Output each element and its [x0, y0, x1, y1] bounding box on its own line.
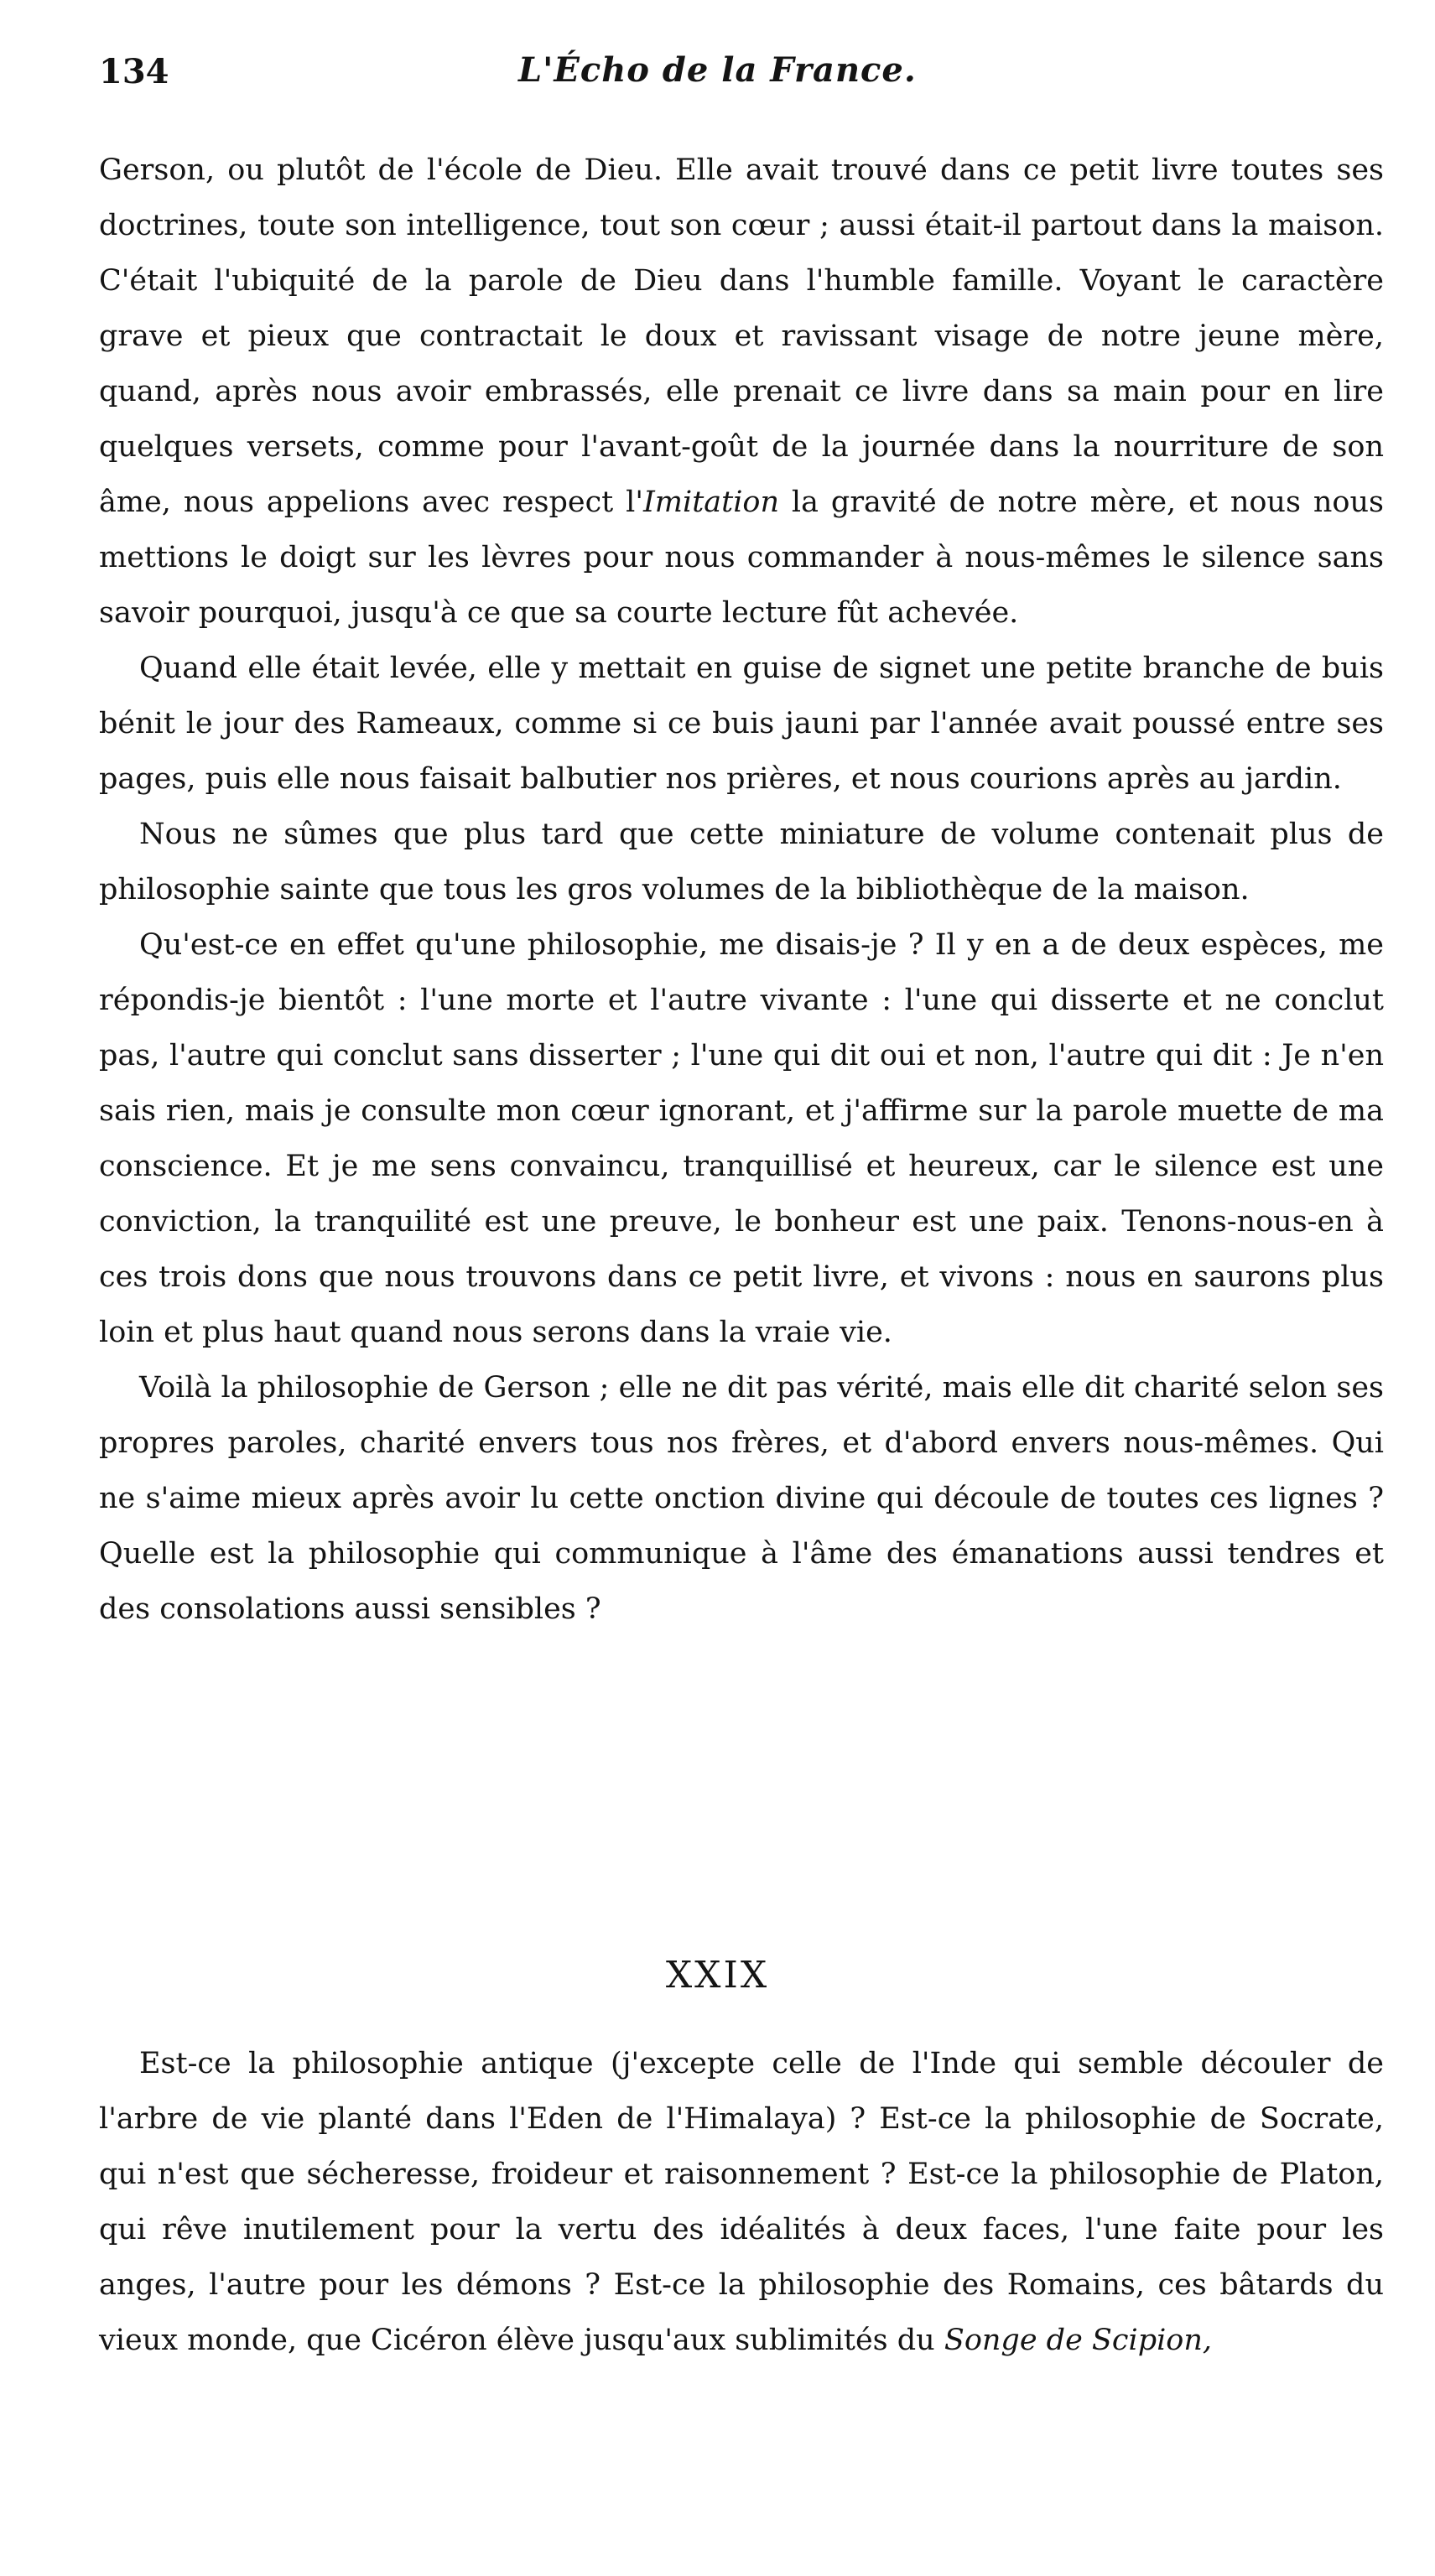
- section-body-text: [99, 2036, 1384, 2368]
- paragraph-3: Nous ne sûmes que plus tard que cette miniature de volume contenait plus de philosophie sainte que tous les gros volumes de la bibliothèque de la maison.: [99, 818, 1384, 906]
- paragraph-1-emphasis: Imitation: [642, 486, 779, 519]
- paragraph-4: Qu'est-ce en effet qu'une philosophie, me disais-je ? Il y en a de deux espèces, me répondis-je bientôt : l'une morte et l'autre vivante : l'une qui disserte et ne conclut pas, l'autre qui conclut sans disserter ; l'une qui dit oui et non, l'autre qui dit : Je n'en sais rien, mais je consulte mon cœur ignorant, et j'affirme sur la parole muette de ma conscience. Et je me sens convaincu, tranquillisé et heureux, car le silence est une conviction, la tranquilité est une preuve, le bonheur est une paix. Tenons-nous-en à ces trois dons que nous trouvons dans ce petit livre, et vivons : nous en saurons plus loin et plus haut quand nous serons dans la vraie vie.: [99, 928, 1384, 1349]
- running-title: L'Écho de la France.: [518, 50, 917, 90]
- body-text: [99, 143, 1384, 1637]
- page-header: [99, 49, 1376, 107]
- section-paragraph: [99, 2036, 1384, 2368]
- section-paragraph-emphasis: Songe de Scipion,: [944, 2324, 1213, 2357]
- page-number: 134: [99, 52, 169, 91]
- paragraph-5: Voilà la philosophie de Gerson ; elle ne dit pas vérité, mais elle dit charité selon ses propres paroles, charité envers tous nos frères, et d'abord envers nous-mêmes. Qui ne s'aime mieux après avoir lu cette onction divine qui découle de toutes ces lignes ? Quelle est la philosophie qui communique à l'âme des émanations aussi tendres et des consolations aussi sensibles ?: [99, 1371, 1384, 1626]
- paragraph-2: Quand elle était levée, elle y mettait en guise de signet une petite branche de buis bénit le jour des Rameaux, comme si ce buis jauni par l'année avait poussé entre ses pages, puis elle nous faisait balbutier nos prières, et nous courions après au jardin.: [99, 652, 1384, 796]
- paragraph-1-text-b: la gravité de notre mère, et nous nous mettions le doigt sur les lèvres pour nous commander à nous-mêmes le silence sans savoir pourquoi, jusqu'à ce que sa courte lecture fût achevée.: [99, 486, 1384, 630]
- section-paragraph-text: Est-ce la philosophie antique (j'excepte celle de l'Inde qui semble découler de l'arbre de vie planté dans l'Eden de l'Himalaya) ? Est-ce la philosophie de Socrate, qui n'est que sécheresse, froideur et raisonnement ? Est-ce la philosophie de Platon, qui rêve inutilement pour la vertu des idéalités à deux faces, l'une faite pour les anges, l'autre pour les démons ? Est-ce la philosophie des Romains, ces bâtards du vieux monde, que Cicéron élève jusqu'aux sublimités du: [99, 2047, 1384, 2357]
- section-heading: XXIX: [665, 1954, 770, 1997]
- paragraph-1: [99, 143, 1384, 641]
- paragraph-1-text-a: Gerson, ou plutôt de l'école de Dieu. Elle avait trouvé dans ce petit livre toutes ses doctrines, toute son intelligence, tout son cœur ; aussi était-il partout dans la maison. C'était l'ubiquité de la parole de Dieu dans l'humble famille. Voyant le caractère grave et pieux que contractait le doux et ravissant visage de notre jeune mère, quand, après nous avoir embrassés, elle prenait ce livre dans sa main pour en lire quelques versets, comme pour l'avant-goût de la journée dans la nourriture de son âme, nous appelions avec respect l': [99, 153, 1384, 519]
